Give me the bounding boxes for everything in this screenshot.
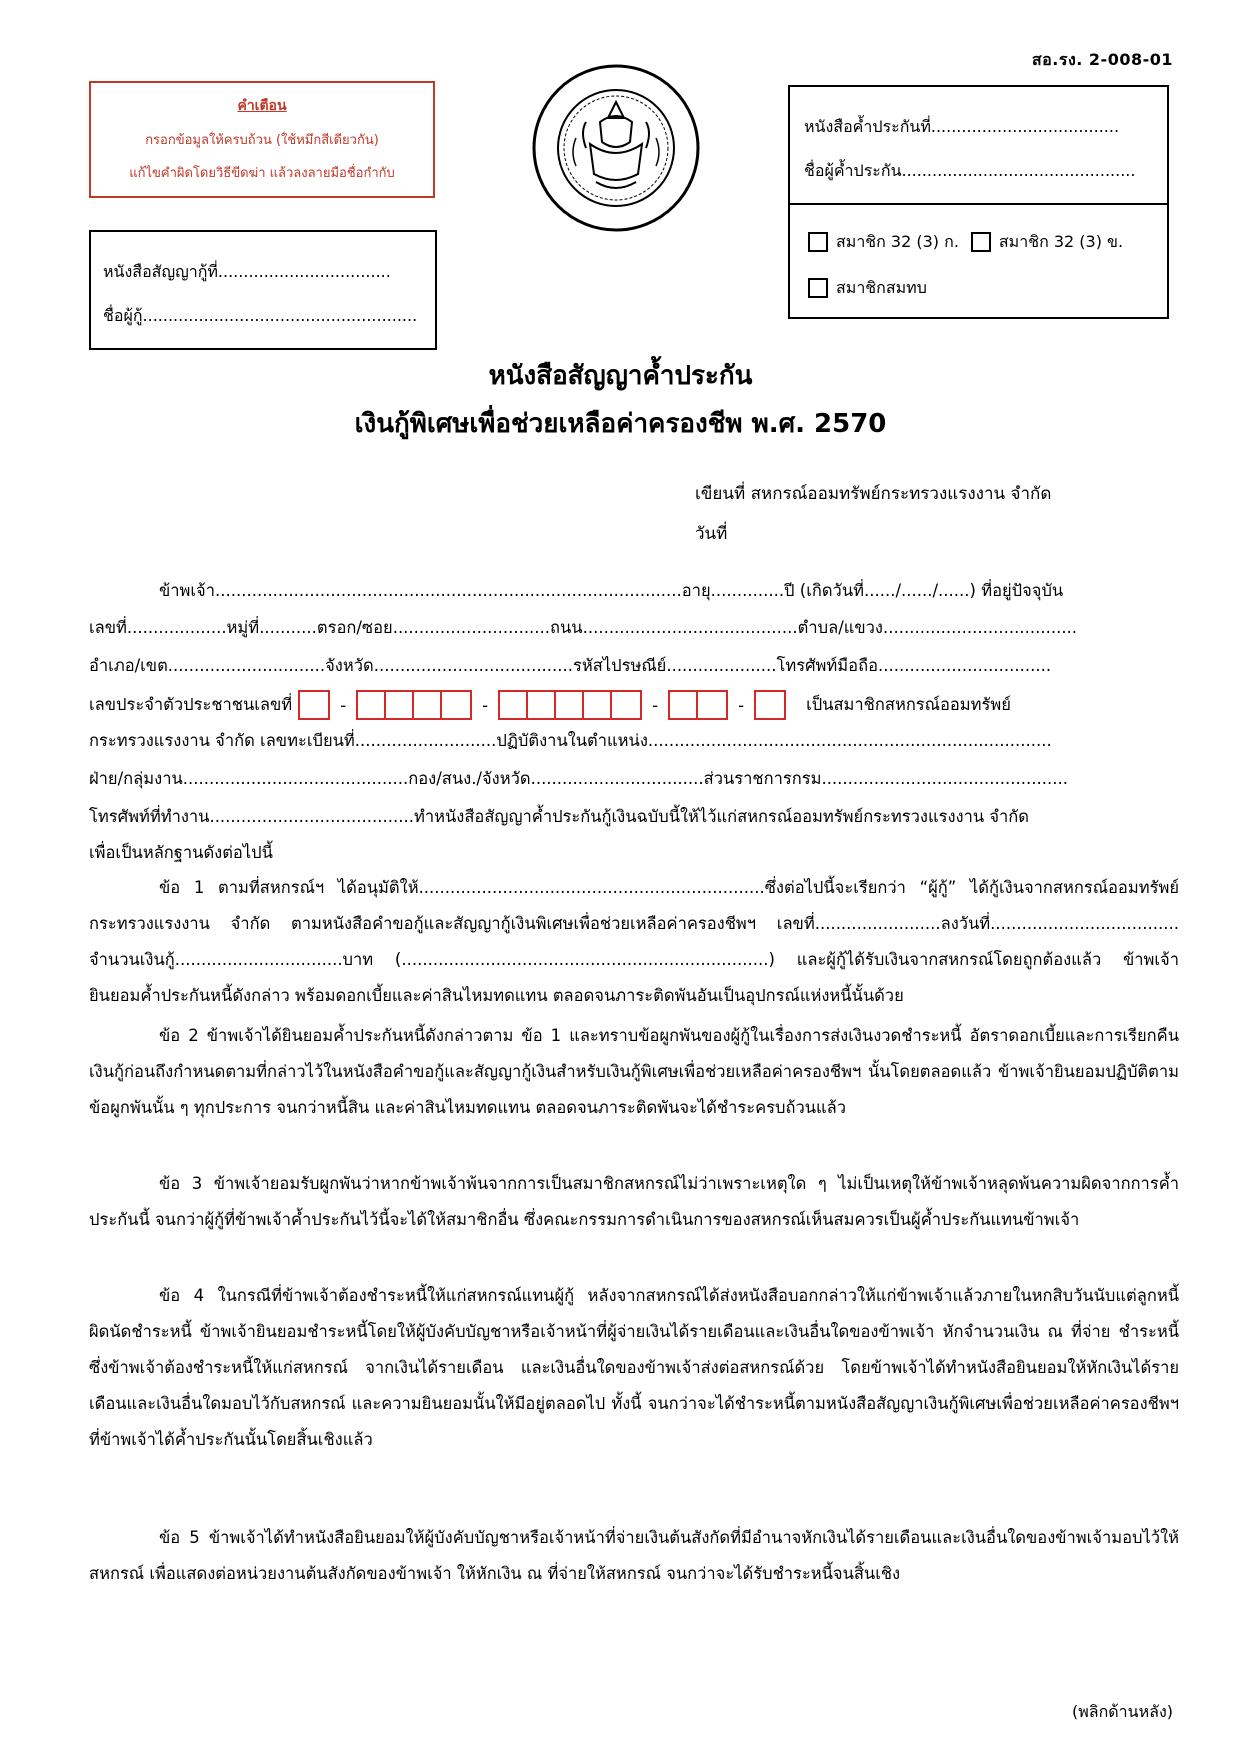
citizen-id-group-2[interactable] [356, 690, 472, 720]
associate-member-checkbox[interactable] [808, 278, 828, 298]
warning-box [89, 81, 435, 198]
loan-contract-box [89, 230, 437, 350]
date-field[interactable]: วันที่ [695, 524, 728, 544]
turn-over-note: (พลิกด้านหลัง) [1072, 1702, 1173, 1721]
district-line[interactable]: อำเภอ/เขต..............................จังหวัด......................................รหัสไปรษณีย์.....................โทรศัพท์มือถือ................................. [89, 656, 1052, 675]
written-at: เขียนที่ สหกรณ์ออมทรัพย์กระทรวงแรงงาน จำกัด [695, 484, 1052, 504]
clause-1-text: ข้อ 1 ตามที่สหกรณ์ฯ ได้อนุมัติให้..................................................................ซึ่งต่อไปนี้จะเรียกว่า “ผู้กู้” ได้กู้เงินจากสหกรณ์ออมทรัพย์กระทรวงแรงงาน จำกัด ตามหนังสือคำขอกู้และสัญญากู้เงินพิเศษเพื่อช่วยเหลือค่าครองชีพฯ เลขที่........................ลงวันที่.................................... จำนวนเงินกู้................................บาท (......................................................................) และผู้กู้ได้รับเงินจากสหกรณ์โดยถูกต้องแล้ว ข้าพเจ้ายินยอมค้ำประกันหนี้ดังกล่าว พร้อมดอกเบี้ยและค่าสินไหมทดแทน ตลอดจนภาระติดพันอันเป็นอุปกรณ์แห่งหนี้นั้นด้วย [89, 878, 1179, 1005]
document-title: หนังสือสัญญาค้ำประกัน [488, 361, 753, 391]
member-32-3a-checkbox[interactable] [808, 232, 828, 252]
department-line[interactable]: ฝ่าย/กลุ่มงาน...........................................กอง/สนง./จังหวัด.................................ส่วนราชการกรม............................................... [89, 769, 1068, 788]
member-32-3b-label: สมาชิก 32 (3) ข. [998, 231, 1124, 251]
member-text: เป็นสมาชิกสหกรณ์ออมทรัพย์ [806, 695, 1011, 714]
citizen-id-row: เลขประจำตัวประชาชนเลขที่ - - - - เป็นสมาชิกสหกรณ์ออมทรัพย์ [89, 690, 1011, 720]
clause-5 [89, 1520, 1179, 1592]
citizen-id-group-4[interactable] [668, 690, 728, 720]
borrower-name-field[interactable]: ชื่อผู้กู้...................................................... [103, 306, 418, 325]
associate-member-label: สมาชิกสมทบ [836, 277, 927, 297]
clause-4-text: ข้อ 4 ในกรณีที่ข้าพเจ้าต้องชำระหนี้ให้แก่สหกรณ์แทนผู้กู้ หลังจากสหกรณ์ได้ส่งหนังสือบอกกล่าวให้แก่ข้าพเจ้าแล้วภายในหกสิบวันนับแต่ลูกหนี้ผิดนัดชำระหนี้ ข้าพเจ้ายินยอมชำระหนี้โดยให้ผู้บังคับบัญชาหรือเจ้าหน้าที่ผู้จ่ายเงินได้รายเดือนและเงินอื่นใดของข้าพเจ้า หักจำนวนเงิน ณ ที่จ่าย ชำระหนี้ซึ่งข้าพเจ้าต้องชำระหนี้ให้แก่สหกรณ์ จากเงินได้รายเดือน และเงินอื่นใดของข้าพเจ้าส่งต่อสหกรณ์ด้วย โดยข้าพเจ้าได้ทำหนังสือยินยอมให้หักเงินได้รายเดือนและเงินอื่นใดมอบไว้กับสหกรณ์ และความยินยอมนั้นให้มีอยู่ตลอดไป ทั้งนี้ จนกว่าจะได้ชำระหนี้ตามหนังสือสัญญาเงินกู้พิเศษเพื่อช่วยเหลือค่าครองชีพฯ ที่ข้าพเจ้าได้ค้ำประกันนั้นโดยสิ้นเชิงแล้ว [89, 1286, 1179, 1449]
clause-2-text: ข้อ 2 ข้าพเจ้าได้ยินยอมค้ำประกันหนี้ดังกล่าวตาม ข้อ 1 และทราบข้อผูกพันของผู้กู้ในเรื่องการส่งเงินงวดชำระหนี้ อัตราดอกเบี้ยและการเรียกคืนเงินกู้ก่อนถึงกำหนดตามที่กล่าวไว้ในหนังสือคำขอกู้และสัญญากู้เงินสำหรับเงินกู้พิเศษเพื่อช่วยเหลือค่าครองชีพฯ นั้นโดยตลอดแล้ว ข้าพเจ้ายินยอมปฏิบัติตามข้อผูกพันนั้น ๆ ทุกประการ จนกว่าหนี้สิน และค่าสินไหมทดแทน ตลอดจนภาระติดพันจะได้ชำระครบถ้วนแล้ว [89, 1026, 1179, 1117]
citizen-id-group-3[interactable] [498, 690, 642, 720]
member-32-3b-checkbox[interactable] [971, 232, 991, 252]
clause-3 [89, 1166, 1179, 1238]
warning-line-1: กรอกข้อมูลให้ครบถ้วน (ใช้หมึกสีเดียวกัน) [145, 133, 379, 148]
clause-2 [89, 1018, 1179, 1126]
loan-contract-no-field[interactable]: หนังสือสัญญากู้ที่.................................. [103, 262, 391, 281]
document-subtitle: เงินกู้พิเศษเพื่อช่วยเหลือค่าครองชีพ พ.ศ. 2570 [354, 409, 887, 439]
form-code: สอ.รง. 2-008-01 [1031, 50, 1173, 69]
address-line[interactable]: เลขที่...................หมู่ที่...........ตรอก/ซอย..............................ถนน.........................................ตำบล/แขวง..................................... [89, 618, 1078, 637]
work-phone-line[interactable]: โทรศัพท์ที่ทำงาน.......................................ทำหนังสือสัญญาค้ำประกันกู้เงินฉบับนี้ให้ไว้แก่สหกรณ์ออมทรัพย์กระทรวงแรงงาน จำกัด [89, 807, 1030, 826]
citizen-id-group-5[interactable] [754, 690, 786, 720]
guarantee-no-field[interactable]: หนังสือค้ำประกันที่..................................... [804, 117, 1120, 136]
cooperative-seal-logo [530, 62, 702, 234]
registration-line[interactable]: กระทรวงแรงงาน จำกัด เลขทะเบียนที่...........................ปฏิบัติงานในตำแหน่ง............................................................................. [89, 731, 1052, 750]
warning-title: คำเตือน [237, 98, 287, 114]
evidence-line: เพื่อเป็นหลักฐานดังต่อไปนี้ [89, 843, 273, 862]
clause-3-text: ข้อ 3 ข้าพเจ้ายอมรับผูกพันว่าหากข้าพเจ้าพ้นจากการเป็นสมาชิกสหกรณ์ไม่ว่าเพราะเหตุใด ๆ ไม่เป็นเหตุให้ข้าพเจ้าหลุดพ้นความผิดจากการค้ำประกันนี้ จนกว่าผู้กู้ที่ข้าพเจ้าค้ำประกันไว้นี้จะได้ให้สมาชิกอื่น ซึ่งคณะกรรมการดำเนินการของสหกรณ์เห็นสมควรเป็นผู้ค้ำประกันแทนข้าพเจ้า [89, 1174, 1179, 1229]
guarantor-name-field[interactable]: ชื่อผู้ค้ำประกัน.............................................. [804, 161, 1136, 180]
citizen-id-label: เลขประจำตัวประชาชนเลขที่ [89, 695, 293, 714]
guarantor-box [788, 85, 1169, 319]
clause-4 [89, 1278, 1179, 1458]
guarantor-name-line[interactable]: ข้าพเจ้า.........................................................................................อายุ..............ปี (เกิดวันที่....../....../......) ที่อยู่ปัจจุบัน [159, 581, 1064, 600]
clause-5-text: ข้อ 5 ข้าพเจ้าได้ทำหนังสือยินยอมให้ผู้บังคับบัญชาหรือเจ้าหน้าที่จ่ายเงินต้นสังกัดที่มีอำนาจหักเงินได้รายเดือนและเงินอื่นใดของข้าพเจ้ามอบไว้ให้สหกรณ์ เพื่อแสดงต่อหน่วยงานต้นสังกัดของข้าพเจ้า ให้หักเงิน ณ ที่จ่ายให้สหกรณ์ จนกว่าจะได้รับชำระหนี้จนสิ้นเชิง [89, 1528, 1179, 1583]
member-32-3a-label: สมาชิก 32 (3) ก. [836, 231, 959, 251]
clause-1 [89, 870, 1179, 1014]
warning-line-2: แก้ไขคำผิดโดยวิธีขีดฆ่า แล้วลงลายมือชื่อกำกับ [129, 166, 395, 181]
citizen-id-group-1[interactable] [298, 690, 330, 720]
